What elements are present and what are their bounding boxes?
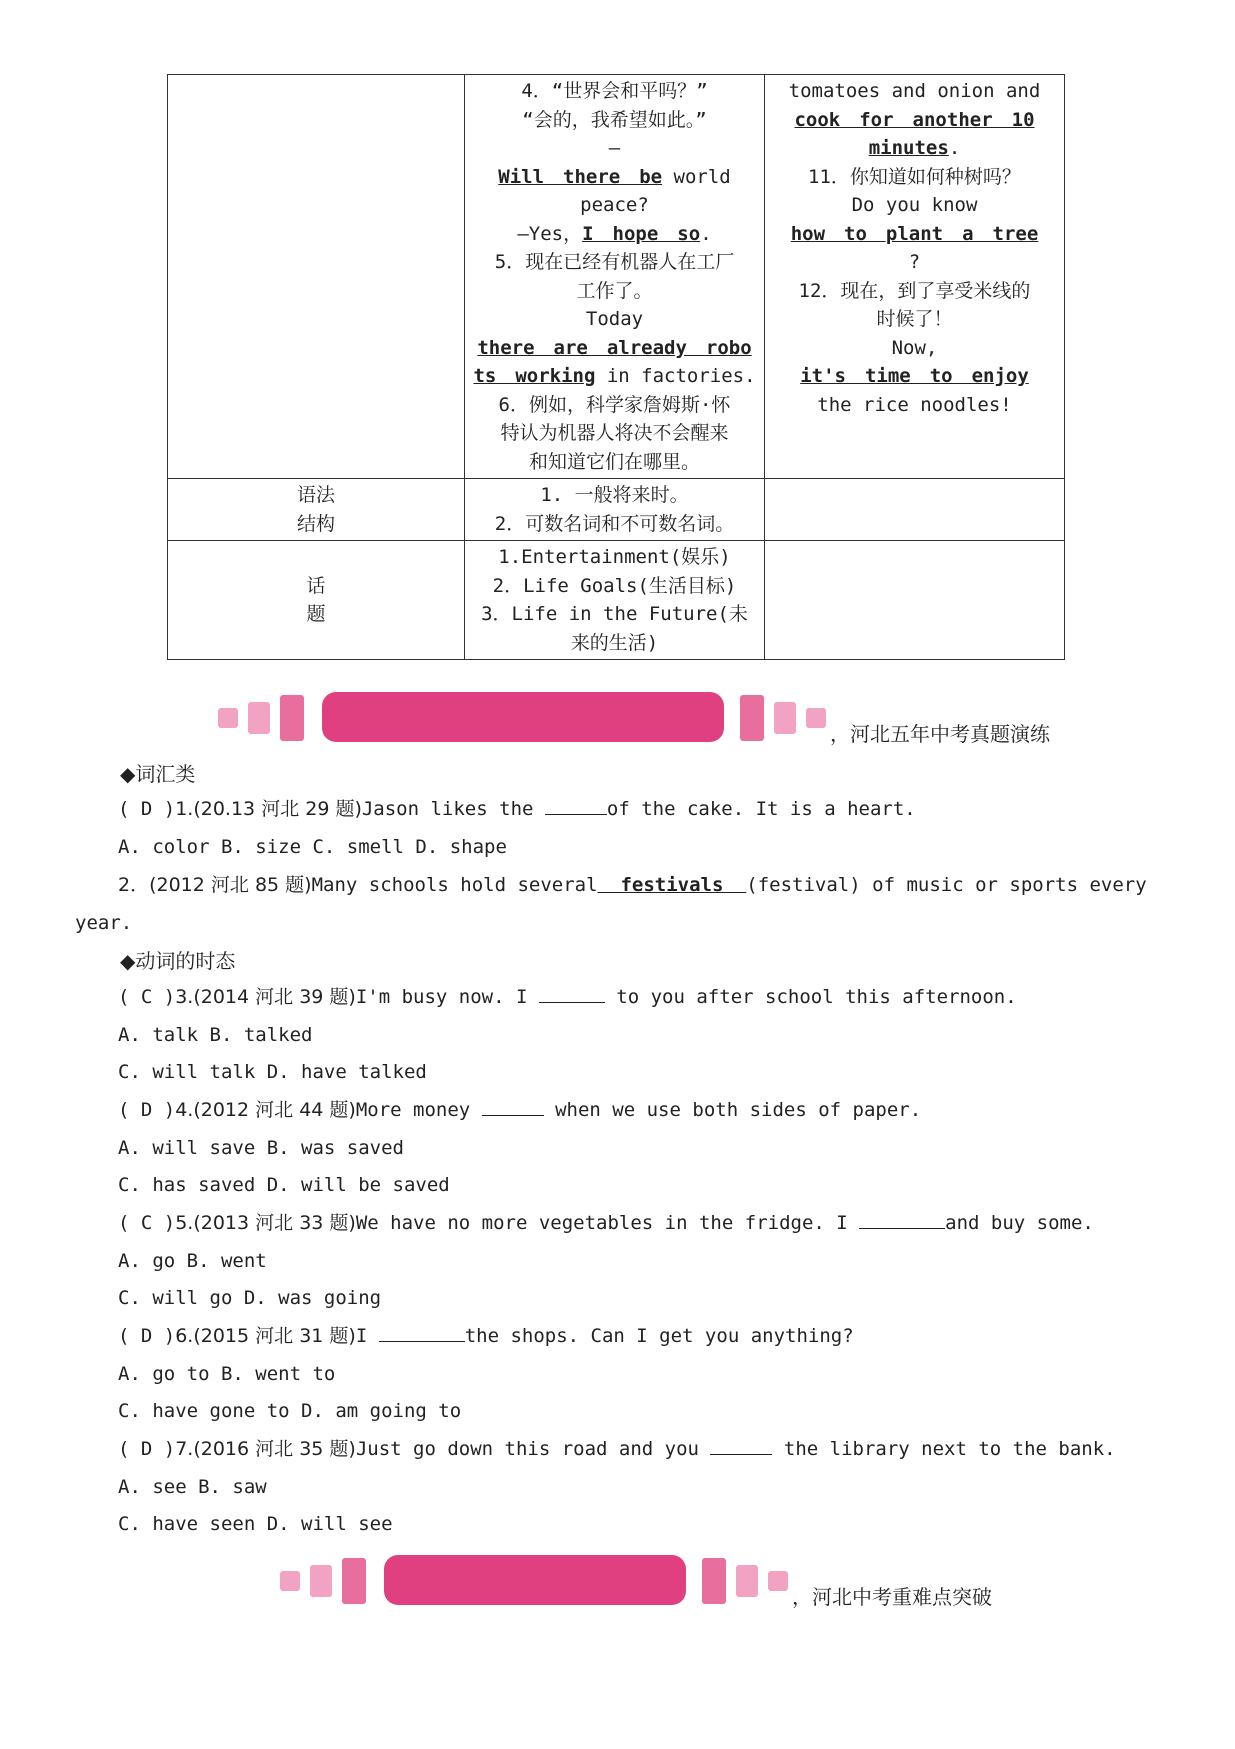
question-6-opt2: C. have gone to D. am going to <box>118 1400 462 1422</box>
question-6-opt1: A. go to B. went to <box>118 1363 336 1385</box>
summary-table <box>167 74 1065 660</box>
question-4-opt2: C. has saved D. will be saved <box>118 1174 450 1196</box>
c3-line1: tomatoes and onion and <box>788 80 1041 102</box>
q4-answer2: I hope so <box>582 222 701 245</box>
q6-cn2: 特认为机器人将决不会醒来 <box>500 422 729 444</box>
question-3-opt1: A. talk B. talked <box>118 1024 313 1046</box>
question-7-opt1: A. see B. saw <box>118 1476 267 1498</box>
section-banner-2 <box>280 1555 1040 1611</box>
q5-rest: in factories. <box>595 365 756 387</box>
q5-cn: 5．现在已经有机器人在工厂 <box>494 251 735 273</box>
section-banner-1 <box>218 692 1078 748</box>
q4-yes: —Yes， <box>517 222 583 245</box>
q5-answer2: ts working <box>473 365 596 387</box>
table-row <box>168 75 1065 479</box>
q5-answer: there are already robo <box>477 336 752 359</box>
topic-items: 1.Entertainment(娱乐) 2．Life Goals(生活目标) 3．Life in the Future(未 来的生活) <box>465 541 765 660</box>
answer-blank <box>859 1210 945 1229</box>
q11-end: ? <box>908 251 921 273</box>
table-cell-empty <box>765 541 1065 660</box>
row-label-grammar: 语法 结构 <box>168 479 465 541</box>
q4-end: . <box>700 222 712 245</box>
q4-rest: world <box>673 165 731 188</box>
question-4-opt1: A. will save B. was saved <box>118 1137 404 1159</box>
question-5-opt1: A. go B. went <box>118 1250 267 1272</box>
question-6: ( D )6.(2015 河北 31 题)I the shops. Can I get you anything? <box>118 1325 854 1347</box>
q4-cn: 4．“世界会和平吗？” <box>521 80 708 102</box>
table-row <box>168 479 1065 541</box>
question-2: 2．(2012 河北 85 题)Many schools hold several festivals (festival) of music or sports every <box>118 874 1147 896</box>
q12-end: the rice noodles! <box>817 393 1012 416</box>
section-vocab: ◆词汇类 <box>120 762 196 786</box>
question-3-opt2: C. will talk D. have talked <box>118 1061 427 1083</box>
table-cell-sentences-2 <box>765 75 1065 479</box>
answer-blank <box>482 1097 544 1116</box>
q4-cn2: “会的，我希望如此。” <box>522 108 707 131</box>
q5-today: Today <box>585 308 644 330</box>
section-tense: ◆动词的时态 <box>120 949 236 973</box>
banner-title-1: ，河北五年中考真题演练 <box>830 722 1050 746</box>
question-4: ( D )4.(2012 河北 44 题)More money when we use both sides of paper. <box>118 1099 922 1121</box>
question-1: ( D )1.(20.13 河北 29 题)Jason likes the of the cake. It is a heart. <box>118 798 916 820</box>
q12-cn: 12．现在，到了享受米线的 <box>798 279 1031 302</box>
question-2-cont: year. <box>75 912 133 934</box>
question-1-options: A. color B. size C. smell D. shape <box>118 836 507 858</box>
q2-answer: festivals <box>620 874 724 896</box>
table-cell-empty <box>168 75 465 479</box>
banner-title-2: ，河北中考重难点突破 <box>792 1585 992 1609</box>
table-cell-empty <box>765 479 1065 541</box>
row-label-topic: 话 题 <box>168 541 465 660</box>
question-7-opt2: C. have seen D. will see <box>118 1513 393 1535</box>
answer-blank <box>545 796 607 815</box>
answer-blank <box>539 984 605 1003</box>
q5-cn2: 工作了。 <box>576 279 653 302</box>
q11-en: Do you know <box>851 194 978 216</box>
q11-answer: how to plant a tree <box>790 222 1039 245</box>
q12-answer: it's time to enjoy <box>800 365 1029 387</box>
table-cell-sentences <box>465 75 765 479</box>
q11-cn: 11．你知道如何种树吗？ <box>808 165 1021 188</box>
q12-cn2: 时候了！ <box>876 308 953 330</box>
grammar-items: 1. 一般将来时。 2．可数名词和不可数名词。 <box>465 479 765 541</box>
question-7: ( D )7.(2016 河北 35 题)Just go down this road and you the library next to the bank. <box>118 1438 1116 1460</box>
c3-end1: . <box>948 137 961 159</box>
table-row <box>168 541 1065 660</box>
c3-answer1: cook for another 10 <box>794 108 1035 131</box>
answer-blank <box>710 1436 772 1455</box>
q12-now: Now, <box>891 336 938 359</box>
question-3: ( C )3.(2014 河北 39 题)I'm busy now. I to you after school this afternoon. <box>118 986 1017 1008</box>
q4-answer: Will there be <box>498 165 663 188</box>
c3-answer2: minutes <box>868 137 949 159</box>
q6-cn: 6．例如，科学家詹姆斯·怀 <box>498 393 731 416</box>
question-5-opt2: C. will go D. was going <box>118 1287 382 1309</box>
q4-dash: — <box>608 137 621 159</box>
question-5: ( C )5.(2013 河北 33 题)We have no more vegetables in the fridge. I and buy some. <box>118 1212 1094 1234</box>
q4-rest2: peace? <box>580 194 649 216</box>
answer-blank <box>379 1323 465 1342</box>
q6-cn3: 和知道它们在哪里。 <box>528 450 700 473</box>
